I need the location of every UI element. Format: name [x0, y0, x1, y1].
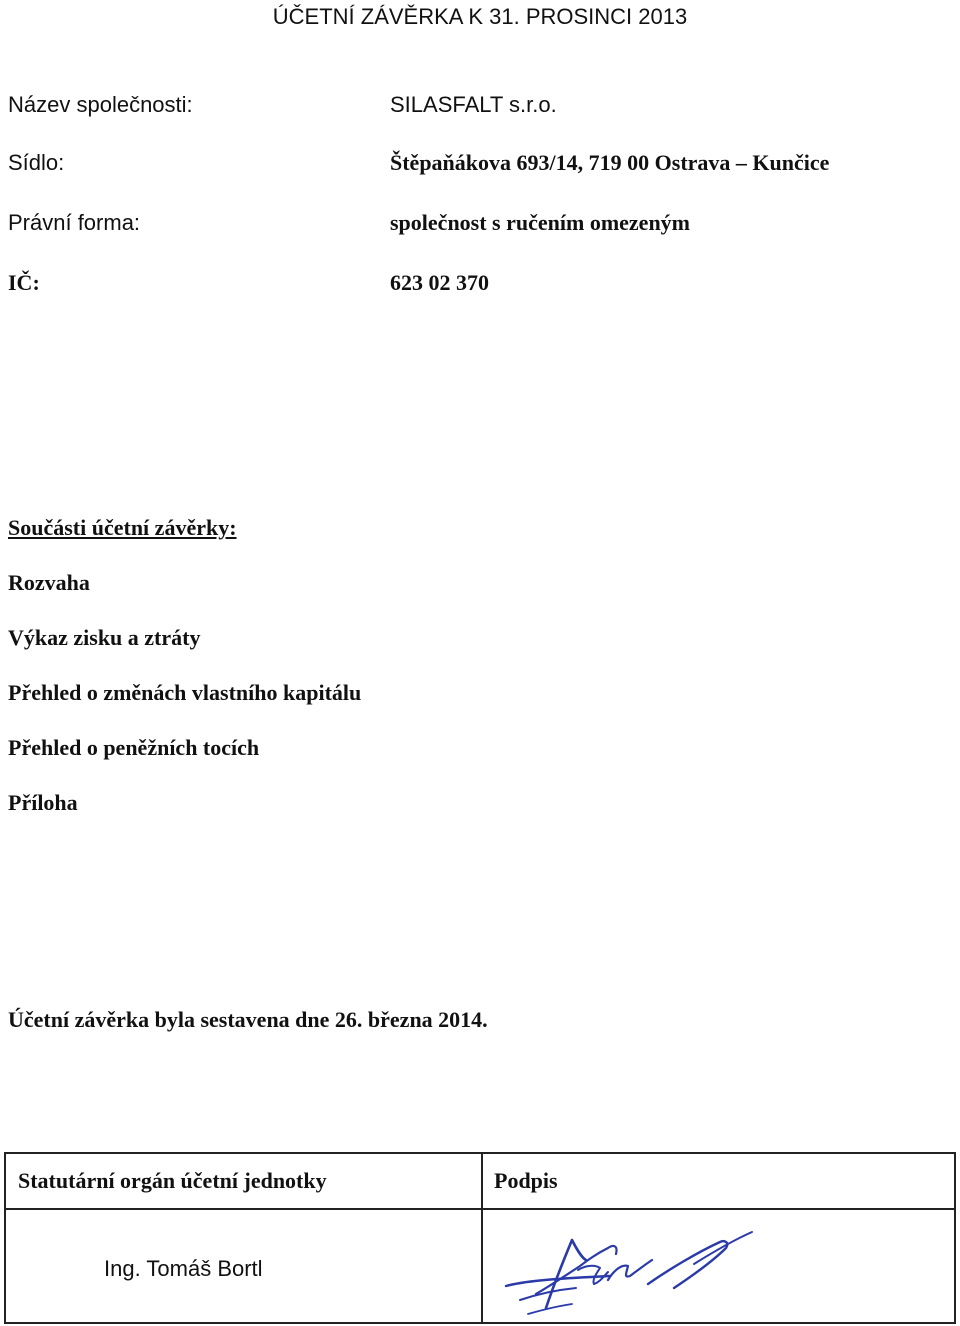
company-seat-label: Sídlo: — [8, 150, 65, 175]
company-seat-value: Štěpaňákova 693/14, 719 00 Ostrava – Kunčice — [390, 150, 830, 175]
signature-table — [4, 1152, 956, 1324]
legal-form-label: Právní forma: — [8, 210, 141, 235]
preparation-statement: Účetní závěrka byla sestavena dne 26. března 2014. — [8, 1007, 488, 1032]
component-item-balance-sheet: Rozvaha — [8, 570, 90, 595]
component-item-cash-flows: Přehled o peněžních tocích — [8, 735, 260, 760]
document-title: ÚČETNÍ ZÁVĚRKA K 31. PROSINCI 2013 — [272, 4, 688, 29]
component-item-profit-loss: Výkaz zisku a ztráty — [8, 625, 201, 650]
table-column-divider — [481, 1154, 483, 1322]
handwritten-signature — [498, 1224, 768, 1320]
component-item-equity-changes: Přehled o změnách vlastního kapitálu — [8, 680, 362, 705]
company-id-label: IČ: — [8, 270, 40, 295]
statutory-name: Ing. Tomáš Bortl — [104, 1256, 263, 1281]
company-name-value: SILASFALT s.r.o. — [390, 92, 557, 117]
table-row-divider — [6, 1208, 954, 1210]
company-name-label: Název společnosti: — [8, 92, 193, 117]
company-id-value: 623 02 370 — [390, 270, 489, 295]
components-heading: Součásti účetní závěrky: — [8, 515, 237, 540]
component-item-appendix: Příloha — [8, 790, 78, 815]
statutory-body-header: Statutární orgán účetní jednotky — [18, 1168, 327, 1193]
signature-header: Podpis — [494, 1168, 558, 1193]
legal-form-value: společnost s ručením omezeným — [390, 210, 691, 235]
